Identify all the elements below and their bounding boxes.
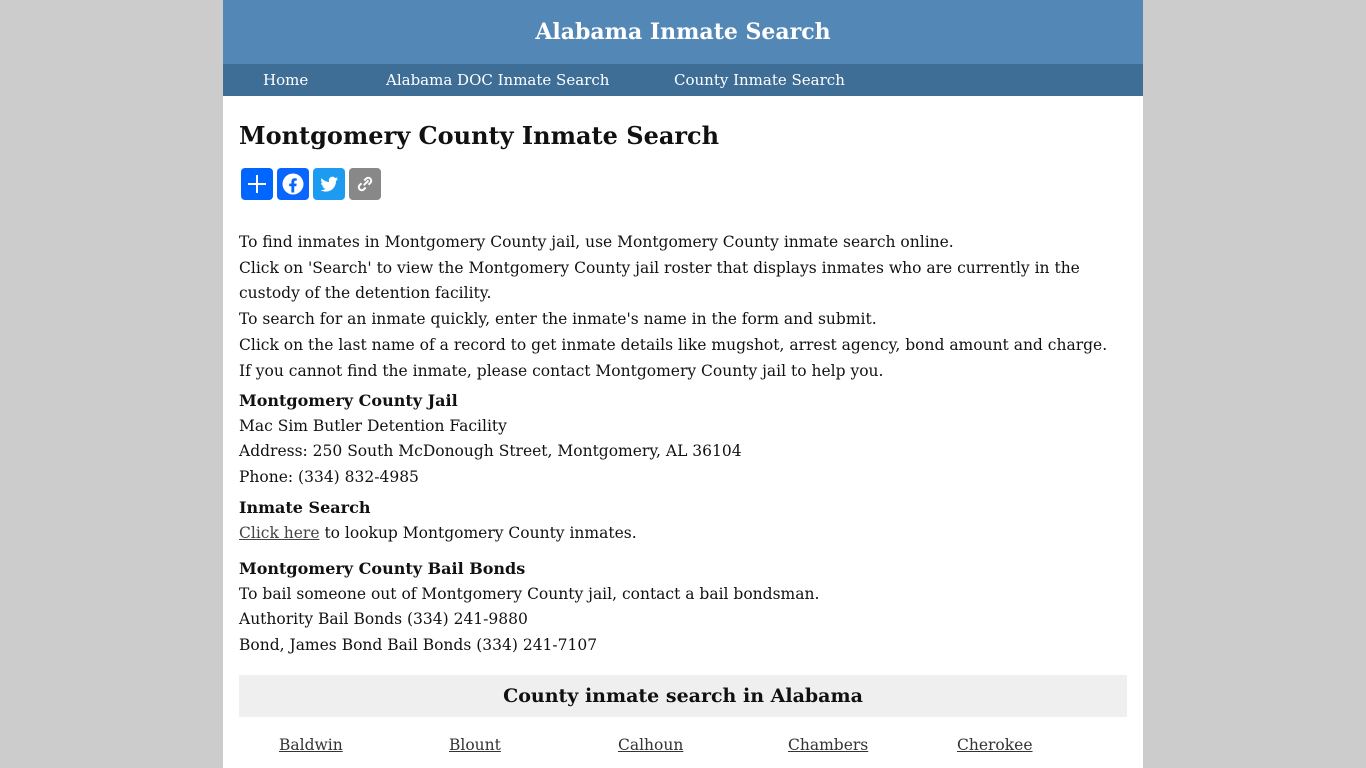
inmate-search-rest: to lookup Montgomery County inmates. (319, 523, 637, 542)
jail-address: Address: 250 South McDonough Street, Montgomery, AL 36104 (239, 442, 742, 461)
facebook-icon[interactable] (277, 168, 309, 200)
page-container (223, 0, 1143, 768)
share-bar (241, 168, 381, 200)
bail-description: To bail someone out of Montgomery County jail, contact a bail bondsman. (239, 584, 820, 603)
nav-item-county-inmate-search[interactable]: County Inmate Search (674, 71, 845, 89)
county-link-chambers[interactable]: Chambers (788, 736, 869, 754)
twitter-icon[interactable] (313, 168, 345, 200)
intro-paragraph (239, 230, 1127, 384)
inmate-search-line (239, 521, 1127, 547)
jail-phone: Phone: (334) 832-4985 (239, 468, 419, 487)
county-link-calhoun[interactable]: Calhoun (618, 736, 684, 754)
bail-bonds-section (239, 556, 1127, 659)
intro-line: To find inmates in Montgomery County jail, use Montgomery County inmate search online. (239, 233, 954, 251)
county-search-heading: County inmate search in Alabama (503, 685, 863, 707)
intro-line: Click on 'Search' to view the Montgomery County jail roster that displays inmates who are currently in the custody of the detention facility. (239, 258, 1080, 303)
county-link-blount[interactable]: Blount (449, 736, 501, 754)
inmate-search-heading: Inmate Search (239, 498, 371, 517)
nav-item-home[interactable]: Home (263, 71, 309, 89)
jail-info (239, 388, 1127, 491)
county-list (239, 736, 1127, 762)
intro-line: Click on the last name of a record to get inmate details like mugshot, arrest agency, bond amount and charge. (239, 335, 1108, 354)
bondsman-item: Bond, James Bond Bail Bonds (334) 241-7107 (239, 636, 598, 655)
jail-facility: Mac Sim Butler Detention Facility (239, 416, 507, 435)
inmate-search-section (239, 495, 1127, 546)
intro-line: If you cannot find the inmate, please contact Montgomery County jail to help you. (239, 361, 884, 380)
page-title: Montgomery County Inmate Search (239, 121, 720, 150)
county-search-heading-box (239, 675, 1127, 717)
bondsman-item: Authority Bail Bonds (334) 241-9880 (239, 610, 528, 629)
county-link-cherokee[interactable]: Cherokee (957, 736, 1033, 754)
jail-heading: Montgomery County Jail (239, 391, 458, 410)
nav-item-doc-inmate-search[interactable]: Alabama DOC Inmate Search (386, 71, 610, 89)
intro-line: To search for an inmate quickly, enter the inmate's name in the form and submit. (239, 310, 877, 329)
site-title[interactable]: Alabama Inmate Search (535, 19, 831, 45)
main-nav (223, 64, 1143, 96)
county-link-baldwin[interactable]: Baldwin (279, 736, 343, 754)
share-plus-icon[interactable] (241, 168, 273, 200)
site-header (223, 0, 1143, 64)
click-here-link[interactable]: Click here (239, 523, 320, 542)
bail-heading: Montgomery County Bail Bonds (239, 559, 526, 578)
copy-link-icon[interactable] (349, 168, 381, 200)
